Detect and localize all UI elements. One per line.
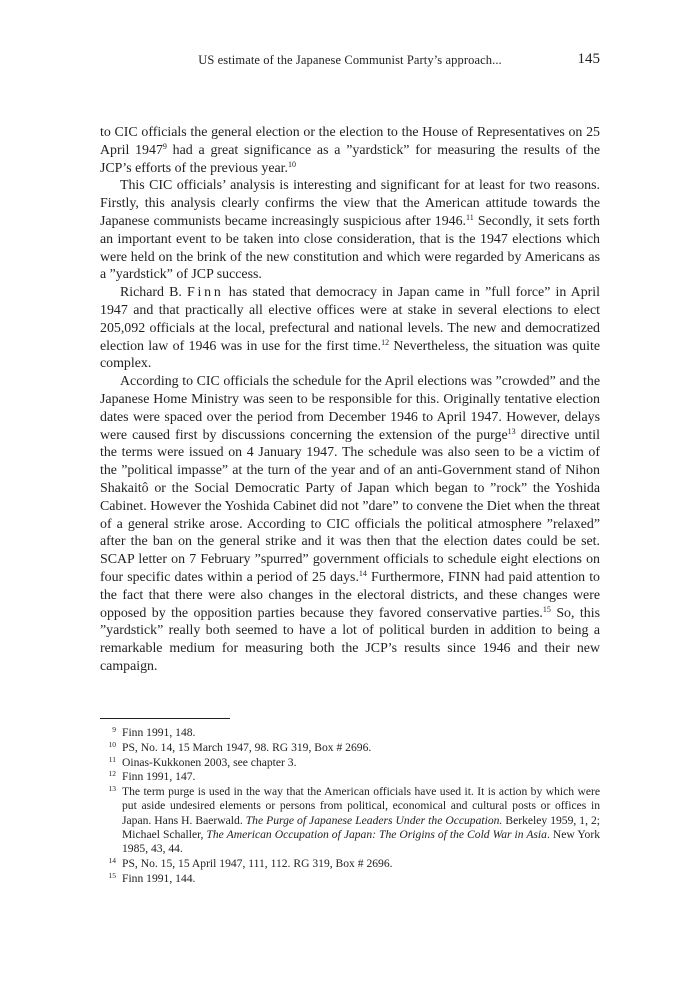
footnote-number: 12 [108,769,116,779]
paragraph-1: to CIC officials the general election or the election to the House of Representatives on 25 April 1947$^9$ had a great significance as a ”yardstick” for measuring the results of the JCP’s efforts of the previous year.$^{10}$ [100,125,600,176]
footnote-12 [100,770,600,784]
footnote-13 [100,785,600,856]
footnote-ref-11: 11 [466,212,474,222]
page-number: 145 [577,51,600,67]
footnote-number: 10 [108,739,116,749]
footnote-number: 15 [108,870,116,880]
book-title: The Purge of Japanese Leaders Under the Occupation. [245,813,503,827]
paragraph-2: This CIC officials’ analysis is interesting and significant for at least for two reasons. Firstly, this analysis clearly confirms the view that the American attitude towards the Japanese communists became increasingly suspicious after 1946.11 Secondly, it sets forth an important event to be taken into close consideration, that is the 1947 elections which were held on the brink of the new constitution and which were regarded by Americans as a ”yardstick” of JCP success. [100,178,600,283]
footnote-ref-10: 10 [288,159,297,169]
footnote-ref-13: 13 [507,426,516,436]
footnote-number: 9 [112,725,116,734]
main-text [100,124,600,676]
footnote-number: 11 [108,754,116,764]
footnote-11 [100,756,600,770]
paragraph-3: Richard B. Finn has stated that democracy in Japan came in ”full force” in April 1947 and that practically all elective offices were at stake in several elections to elect 205,092 officials at the local, prefectural and national levels. The new and democratized election law of 1946 was in use for the first time.$^{12}$ Nevertheless, the situation was quite complex. [100,285,601,372]
footnote-15 [100,872,600,886]
footnote-text: Finn 1991, 144. [122,871,196,885]
footnote-text: The term purge is used in the way that the American officials have used it. It is action by which were put aside undesired elements or persons from political, economical and cultural posts or offices in Japan. Hans H. Baerwald. The Purge of Japanese Leaders Under the Occupation. Berkeley 1959, 1, 2; Michael Schaller, The American Occupation of Japan: The Origins of the Cold War in Asia. New York 1985, 43, 44. [122,785,600,856]
footnote-10 [100,741,600,755]
footnote-ref-9: 9 [162,141,167,151]
footnote-number: 13 [108,784,116,794]
paragraph-4: According to CIC officials the schedule for the April elections was ”crowded” and the Japanese Home Ministry was seen to be responsible for this. Originally tentative election dates were spaced over the period from December 1946 to April 1947. However, delays were caused first by discussions concerning the extension of the purge$^{13}$ directive until the terms were issued on 4 January 1947. The schedule was also seen to be a victim of the ”political impasse” at the turn of the year and of an anti-Government stand of Nihon Shakaitô or the Social Democratic Party of Japan which began to ”rock” the Yoshida Cabinet. However the Yoshida Cabinet did not ”dare” to convene the Diet when the threat of a general strike arose. According to CIC officials the political atmosphere ”relaxed” after the ban on the general strike and it was then that the election dates could be set. SCAP letter on 7 February ”spurred” government officials to schedule eight elections on four specific dates within a period of 25 days.$^{14}$ Furthermore, FINN had paid attention to the fact that there were also changes in the electoral districts, and these changes were opposed by the opposition parties because they favored conservative parties.$^{15}$ So, this ”yardstick” really both seemed to have a lot of political burden in addition to being a remarkable medium for measuring both the JCP’s results since 1946 and their new campaign. [100,374,600,674]
footnote-9 [100,726,600,740]
footnote-number: 14 [108,856,116,866]
footnote-text: Finn 1991, 148. [122,726,196,739]
footnote-ref-15: 15 [542,604,551,614]
footnote-text: Oinas-Kukkonen 2003, see chapter 3. [122,755,297,769]
footnote-14 [100,857,600,871]
running-title: US estimate of the Japanese Communist Party’s approach... [198,53,502,67]
author-name-spaced: Finn [186,285,224,301]
footnote-ref-12: 12 [381,337,390,347]
footnote-divider [100,718,230,719]
footnotes [100,726,600,887]
footnote-text: PS, No. 15, 15 April 1947, 111, 112. RG 319, Box # 2696. [122,857,393,871]
footnote-text: PS, No. 14, 15 March 1947, 98. RG 319, Box # 2696. [122,740,372,754]
footnote-text: Finn 1991, 147. [122,770,196,784]
book-title: The American Occupation of Japan: The Origins of the Cold War in Asia [206,828,547,842]
footnote-ref-14: 14 [358,568,367,578]
